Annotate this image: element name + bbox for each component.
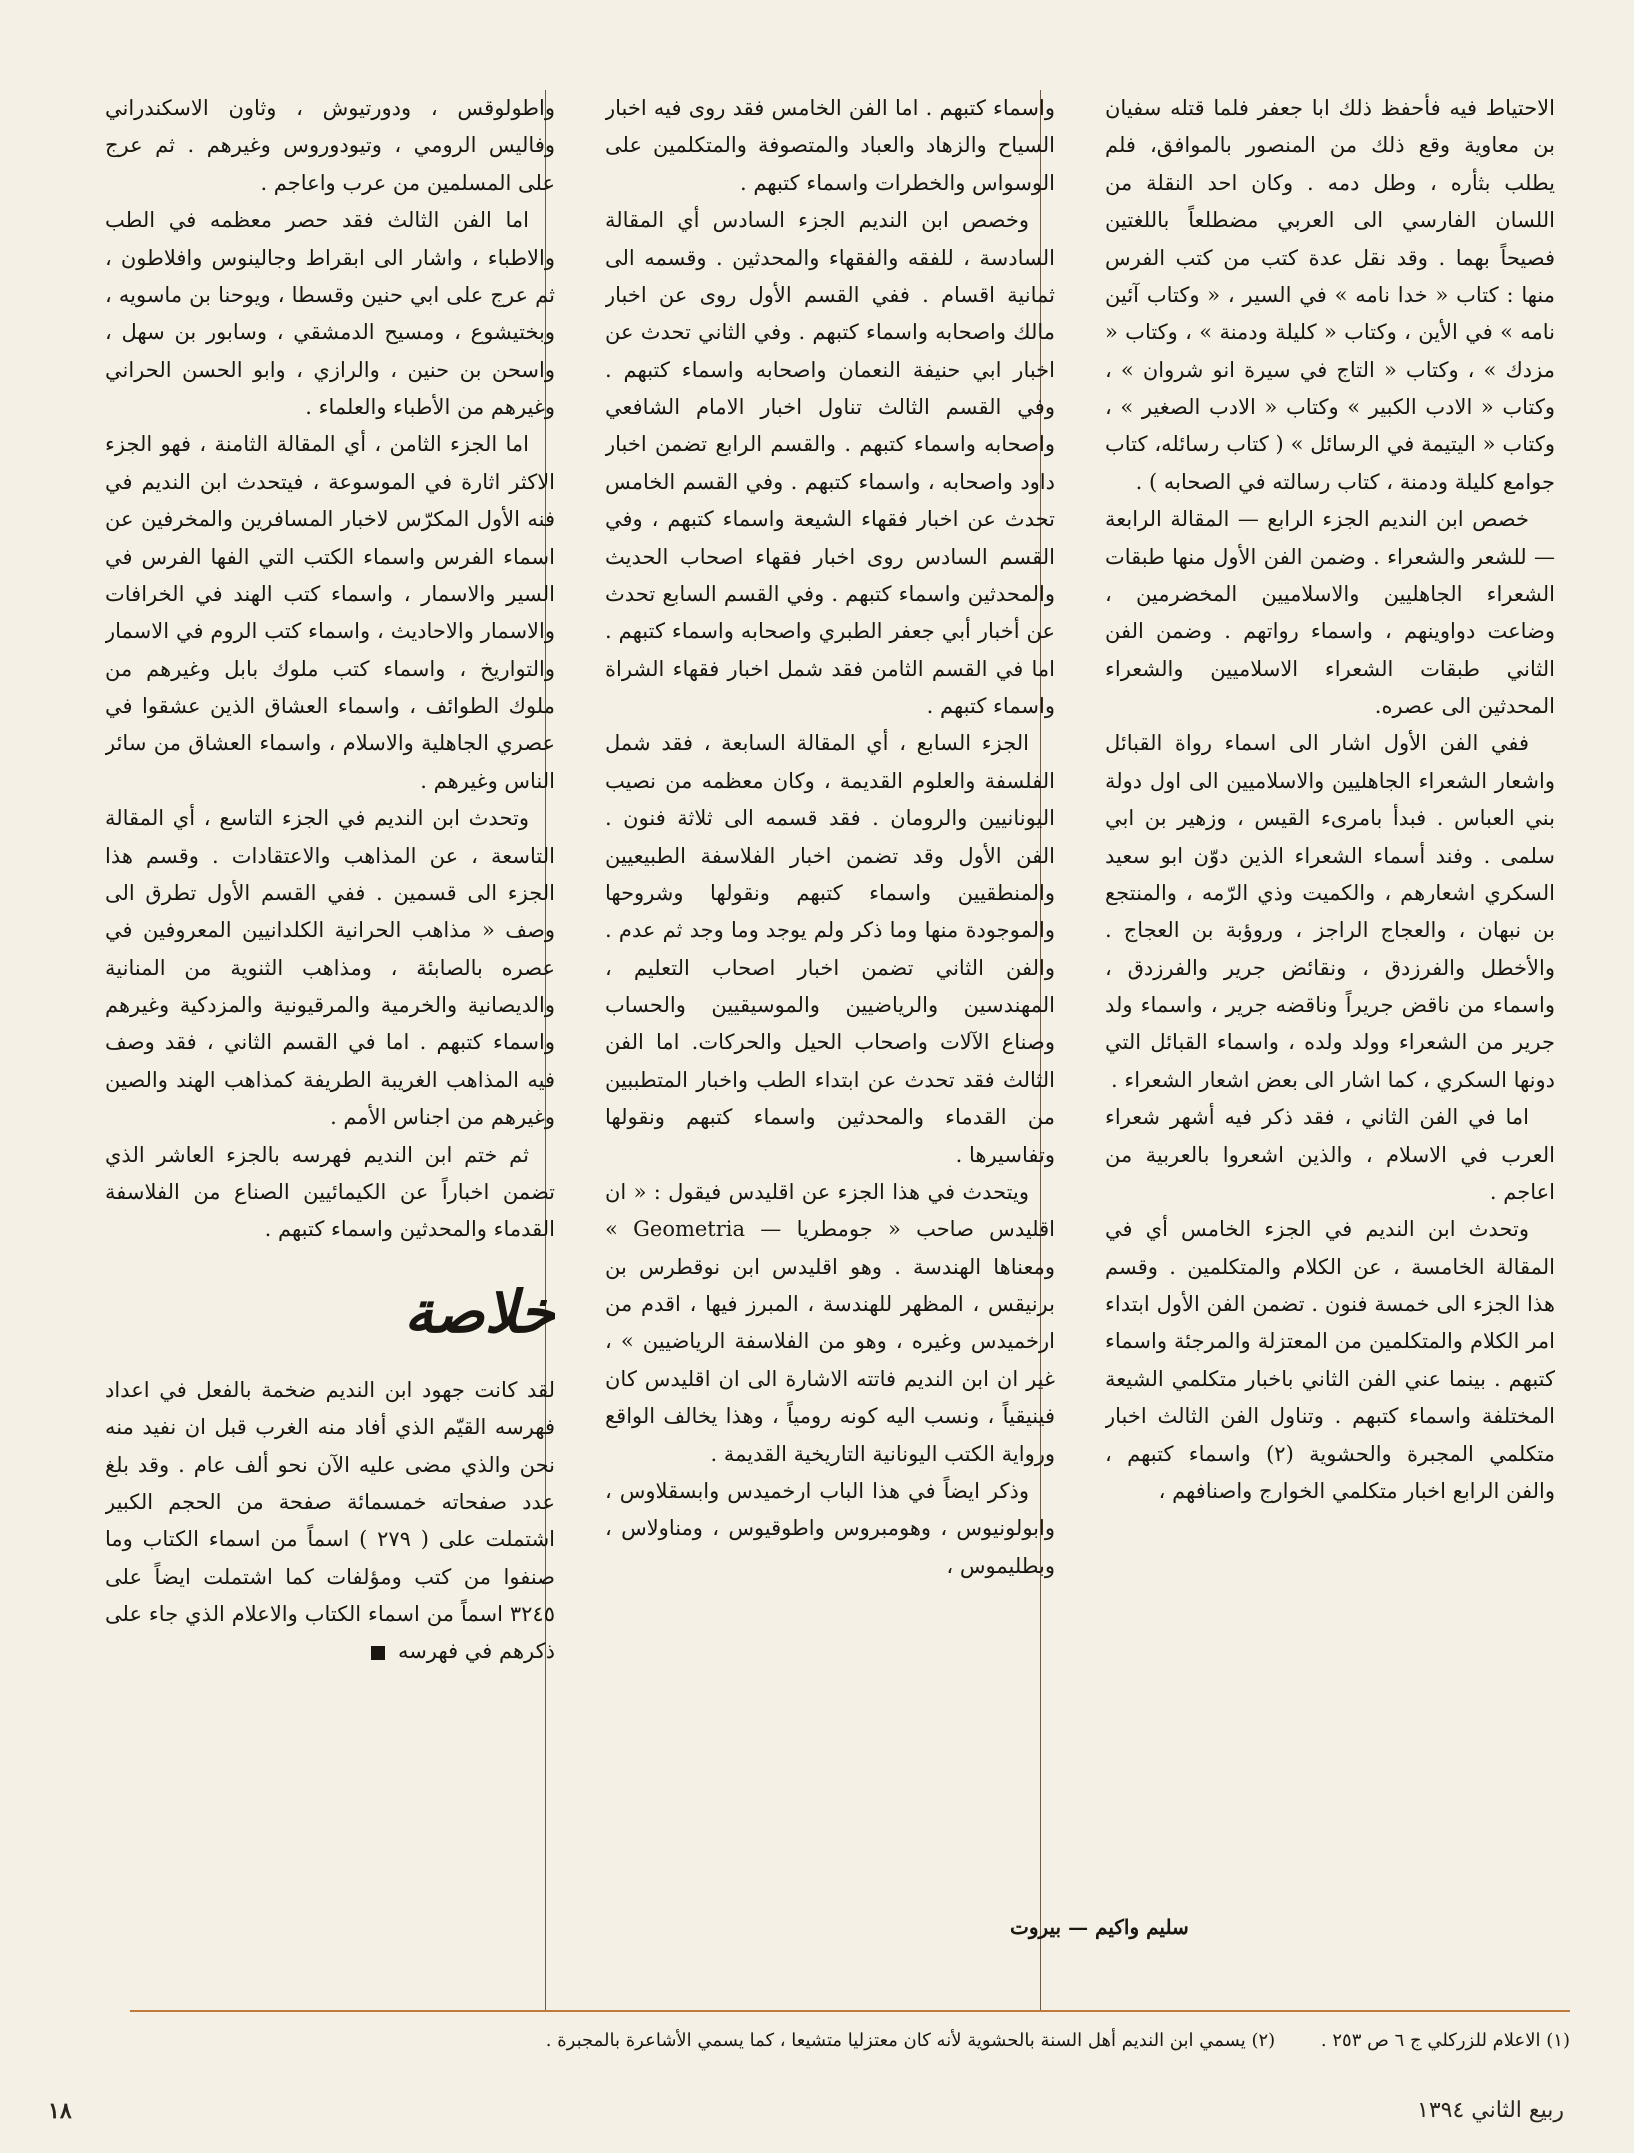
column-right bbox=[1105, 90, 1555, 1990]
footnote: (٢) يسمي ابن النديم أهل السنة بالحشوية لأنه كان معتزليا متشيعا ، كما يسمي الأشاعرة بالمجبرة . bbox=[545, 2030, 1276, 2051]
issue-date: ربيع الثاني ١٣٩٤ bbox=[1417, 2098, 1564, 2123]
paragraph: وخصص ابن النديم الجزء السادس أي المقالة السادسة ، للفقه والفقهاء والمحدثين . وقسمه الى ثمانية اقسام . ففي القسم الأول روى عن اخبار مالك واصحابه واسماء كتبهم . وفي الثاني تحدث عن اخبار ابي حنيفة النعمان واصحابه واسماء كتبهم . وفي القسم الثالث تناول اخبار الامام الشافعي واصحابه واسماء كتبهم . والقسم الرابع تضمن اخبار داود واصحابه ، واسماء كتبهم . وفي القسم الخامس تحدث عن اخبار فقهاء الشيعة واسماء كتبهم ، وفي القسم السادس روى اخبار فقهاء اصحاب الحديث والمحدثين واسماء كتبهم . وفي القسم السابع تحدث عن أخبار أبي جعفر الطبري واصحابه واسماء كتبهم . اما في القسم الثامن فقد شمل اخبار فقهاء الشراة واسماء كتبهم . bbox=[605, 208, 1055, 718]
paragraph: وذكر ايضاً في هذا الباب ارخميدس وابسقلاوس ، وابولونيوس ، وهومبروس واطوقيوس ، ومناولاس ، وبطليموس ، bbox=[605, 1478, 1055, 1578]
paragraph: واطولوقس ، ودورتيوش ، وثاون الاسكندراني وفاليس الرومي ، وتيودوروس وغيرهم . ثم عرج على المسلمين من عرب واعاجم . bbox=[105, 96, 555, 195]
paragraph: خصص ابن النديم الجزء الرابع — المقالة الرابعة — للشعر والشعراء . وضمن الفن الأول منها طبقات الشعراء الجاهليين والاسلاميين المخضرمين ، وضاعت دواوينهم ، واسماء رواتهم . وضمن الفن الثاني طبقات الشعراء الاسلاميين والشعراء المحدثين الى عصره. bbox=[1105, 507, 1555, 718]
paragraph: ويتحدث في هذا الجزء عن اقليدس فيقول : « ان اقليدس صاحب « جومطريا — Geometria » ومعناها الهندسة . وهو اقليدس ابن نوقطرس بن برنيقس ، المظهر للهندسة ، المبرز فيها ، اقدم من ارخميدس وغيره ، وهو من الفلاسفة الرياضيين » ، غير ان ابن النديم فاتته الاشارة الى ان اقليدس كان فينيقياً ، ونسب اليه كونه رومياً ، وهذا يخالف الواقع ورواية الكتب اليونانية التاريخية القديمة . bbox=[605, 1179, 1055, 1466]
summary-paragraph bbox=[105, 1372, 555, 1671]
paragraph: ففي الفن الأول اشار الى اسماء رواة القبائل واشعار الشعراء الجاهليين والاسلاميين الى اول دولة بني العباس . فبدأ بامرىء القيس ، وزهير بن ابي سلمى . وفند أسماء الشعراء الذين دوّن ابو سعيد السكري اشعارهم ، والكميت وذي الرّمه ، والمنتجع بن نبهان ، والعجاج الراجز ، وروؤبة بن العجاج . والأخطل والفرزدق ، ونقائض جرير والفرزدق ، واسماء من ناقض جريراً وناقضه جرير ، واسماء ولد جرير من الشعراء وولد ولده ، واسماء القبائل التي دونها السكري ، كما اشار الى بعض اشعار الشعراء . bbox=[1105, 731, 1555, 1092]
footnotes bbox=[130, 2030, 1570, 2051]
column-middle bbox=[605, 90, 1055, 1990]
paragraph: الجزء السابع ، أي المقالة السابعة ، فقد شمل الفلسفة والعلوم القديمة ، وكان معظمه من نصيب اليونانيين والرومان . فقد قسمه الى ثلاثة فنون . الفن الأول وقد تضمن اخبار الفلاسفة الطبيعيين والمنطقيين واسماء كتبهم ونقولها وشروحها والموجودة منها وما ذكر ولم يوجد وما وجد ثم عدم . والفن الثاني تضمن اخبار اصحاب التعليم ، المهندسين والرياضيين والموسيقيين والحساب وصناع الآلات واصحاب الحيل والحركات. اما الفن الثالث فقد تحدث عن ابتداء الطب واخبار المتطببين من القدماء والمحدثين واسماء كتبهم ونقولها وتفاسيرها . bbox=[605, 731, 1055, 1167]
page-number: ١٨ bbox=[48, 2098, 72, 2124]
paragraph: الاحتياط فيه فأحفظ ذلك ابا جعفر فلما قتله سفيان بن معاوية وقع ذلك من المنصور بالموافق، فلم يطلب بثأره ، وطل دمه . وكان احد النقلة من اللسان الفارسي الى العربي مضطلعاً باللغتين فصيحاً بهما . وقد نقل عدة كتب من كتب الفرس منها : كتاب « خدا نامه » في السير ، « وكتاب آئين نامه » في الأين ، وكتاب « كليلة ودمنة » ، وكتاب « مزدك » ، وكتاب « التاج في سيرة انو شروان » ، وكتاب « الادب الكبير » وكتاب « الادب الصغير » ، وكتاب « اليتيمة في الرسائل » ( كتاب رسائله، كتاب جوامع كليلة ودمنة ، كتاب رسالته في الصحابه ) . bbox=[1105, 96, 1555, 494]
end-mark bbox=[371, 1646, 385, 1660]
author-signature: سليم واكيم — بيروت bbox=[1010, 1915, 1189, 1939]
column-left bbox=[105, 90, 555, 1990]
paragraph: واسماء كتبهم . اما الفن الخامس فقد روى فيه اخبار السياح والزهاد والعباد والمتصوفة والمتكلمين على الوسواس والخطرات واسماء كتبهم . bbox=[605, 96, 1055, 195]
paragraph: اما الفن الثالث فقد حصر معظمه في الطب والاطباء ، واشار الى ابقراط وجالينوس وافلاطون ، ثم عرج على ابي حنين وقسطا ، ويوحنا بن ماسويه ، وبختيشوع ، ومسيح الدمشقي ، وسابور بن سهل ، واسحن بن حنين ، والرازي ، وابو الحسن الحراني وغيرهم من الأطباء والعلماء . bbox=[105, 208, 555, 419]
footnote: (١) الاعلام للزركلي ج ٦ ص ٢٥٣ . bbox=[1320, 2030, 1570, 2051]
paragraph: وتحدث ابن النديم في الجزء التاسع ، أي المقالة التاسعة ، عن المذاهب والاعتقادات . وقسم هذا الجزء الى قسمين . ففي القسم الأول تطرق الى وصف « مذاهب الحرانية الكلدانيين المعروفين في عصره بالصابئة ، ومذاهب الثنوية من المنانية والديصانية والخرمية والمرقيونية والمزدكية وغيرهم واسماء كتبهم . اما في القسم الثاني ، فقد وصف فيه المذاهب الغريبة الطريفة كمذاهب الهند والصين وغيرهم من اجناس الأمم . bbox=[105, 806, 555, 1130]
paragraph: اما الجزء الثامن ، أي المقالة الثامنة ، فهو الجزء الاكثر اثارة في الموسوعة ، فيتحدث ابن النديم في فنه الأول المكرّس لاخبار المسافرين والمخرفين عن اسماء الفرس واسماء الكتب التي الفها الفرس في السير والاسمار ، واسماء كتب الهند في الخرافات والاسمار والاحاديث ، واسماء كتب الروم في الاسمار والتواريخ ، واسماء كتب ملوك بابل وغيرهم من ملوك الطوائف ، واسماء العشاق الذين عشقوا في عصري الجاهلية والاسلام ، واسماء العشاق من سائر الناس وغيرهم . bbox=[105, 432, 555, 793]
article-body bbox=[95, 90, 1555, 1990]
paragraph: وتحدث ابن النديم في الجزء الخامس أي في المقالة الخامسة ، عن الكلام والمتكلمين . وقسم هذا الجزء الى خمسة فنون . تضمن الفن الأول ابتداء امر الكلام والمتكلمين من المعتزلة والمرجئة واسماء كتبهم . بينما عني الفن الثاني باخبار متكلمي الشيعة المختلفة واسماء كتبهم . وتناول الفن الثالث اخبار متكلمي المجبرة والحشوية (٢) واسماء كتبهم ، والفن الرابع اخبار متكلمي الخوارج واصنافهم ، bbox=[1105, 1217, 1555, 1503]
footnote-divider bbox=[130, 2010, 1570, 2012]
summary-text: لقد كانت جهود ابن النديم ضخمة بالفعل في اعداد فهرسه القيّم الذي أفاد منه الغرب قبل ان نفيد منه نحن والذي مضى عليه الآن نحو ألف عام . وقد بلغ عدد صفحاته خمسمائة صفحة من الحجم الكبير اشتملت على ( ٢٧٩ ) اسماً من اسماء الكتاب وما صنفوا من كتب ومؤلفات كما اشتملت ايضاً على ٣٢٤٥ اسماً من اسماء الكتاب والاعلام الذي جاء على ذكرهم في فهرسه bbox=[105, 1377, 555, 1664]
paragraph: اما في الفن الثاني ، فقد ذكر فيه أشهر شعراء العرب في الاسلام ، والذين اشعروا بالعربية من اعاجم . bbox=[1105, 1105, 1555, 1204]
paragraph: ثم ختم ابن النديم فهرسه بالجزء العاشر الذي تضمن اخباراً عن الكيمائيين الصناع من الفلاسفة القدماء والمحدثين واسماء كتبهم . bbox=[105, 1142, 555, 1242]
summary-heading: خلاصة bbox=[404, 1277, 555, 1346]
